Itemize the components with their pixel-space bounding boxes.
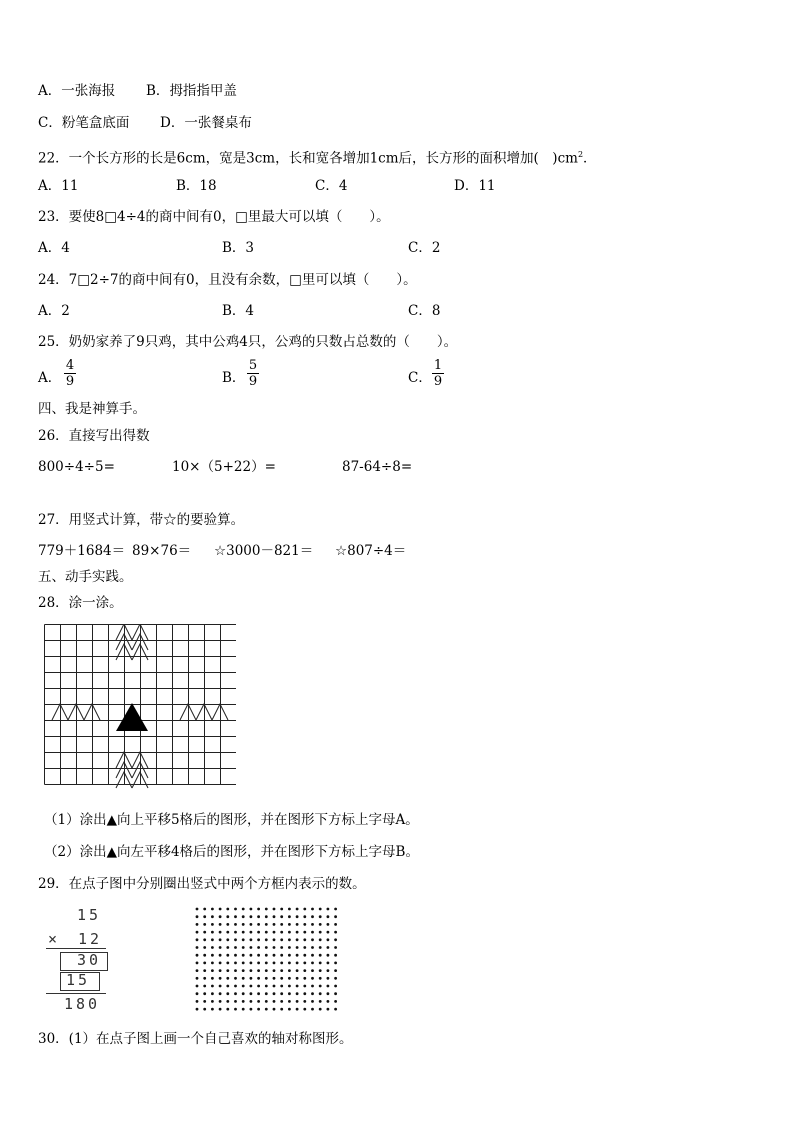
partial-product-2: 15 (66, 971, 91, 989)
q28-sub-2: （2）涂出▲向左平移4格后的图形，并在图形下方标上字母B。 (44, 844, 419, 860)
q24-option-a: A．2 (38, 303, 70, 319)
q27-item-1: 779＋1684＝ (38, 543, 126, 559)
section-4-heading: 四、我是神算手。 (38, 401, 146, 417)
q25-question: 25．奶奶家养了9只鸡，其中公鸡4只，公鸡的只数占总数的（ ）。 (38, 334, 458, 350)
q25-option-a-fraction (64, 358, 76, 389)
section-5-heading: 五、动手实践。 (38, 569, 133, 585)
q23-option-a: A．4 (38, 240, 70, 256)
q30-question: 30．(1）在点子图上画一个自己喜欢的轴对称图形。 (38, 1031, 353, 1047)
q28-sub-1: （1）涂出▲向上平移5格后的图形，并在图形下方标上字母A。 (44, 812, 419, 828)
q24-question: 24．7□2÷7的商中间有0，且没有余数，□里可以填（ ）。 (38, 272, 417, 288)
q24-option-b: B．4 (222, 303, 255, 319)
fraction-numerator: 4 (65, 358, 75, 373)
fraction-denominator: 9 (65, 374, 75, 389)
q26-question: 26．直接写出得数 (38, 428, 150, 444)
q22-unit-exponent: 2 (577, 150, 584, 159)
q22-question (38, 147, 597, 167)
product: 180 (64, 995, 101, 1013)
q28-question: 28．涂一涂。 (38, 595, 123, 611)
q29-question: 29．在点子图中分别圈出竖式中两个方框内表示的数。 (38, 876, 366, 892)
grid-lines (45, 625, 237, 785)
multiplication-line (46, 948, 106, 949)
fraction-numerator: 5 (248, 358, 258, 373)
q22-option-b: B．18 (176, 178, 217, 194)
multiplicand: 15 (77, 906, 102, 924)
q27-item-2: 89×76＝ (132, 543, 192, 559)
q25-option-c-fraction (432, 358, 444, 389)
q23-option-c: C．2 (408, 240, 441, 256)
black-triangle (116, 703, 148, 731)
q27-item-4: ☆807÷4＝ (335, 543, 407, 559)
q26-item-1: 800÷4÷5= (38, 459, 115, 475)
q23-option-b: B．3 (222, 240, 255, 256)
dot-grid (194, 906, 340, 1014)
q22-option-c: C．4 (315, 178, 348, 194)
q21-option-d: D．一张餐桌布 (160, 115, 252, 131)
partial-product-1: 30 (77, 951, 102, 969)
q22-option-d: D．11 (454, 178, 496, 194)
q23-question: 23．要使8□4÷4的商中间有0，□里最大可以填（ ）。 (38, 209, 390, 225)
q22-text: 22．一个长方形的长是6cm，宽是3cm，长和宽各增加1cm后，长方形的面积增加( )cm (38, 150, 578, 167)
q22-option-a: A．11 (38, 178, 79, 194)
multiplier: × 12 (48, 930, 103, 948)
fraction-denominator: 9 (433, 374, 443, 389)
translation-grid-figure (44, 624, 236, 792)
q25-option-a-label: A． (38, 370, 62, 386)
q27-item-3: ☆3000－821＝ (214, 543, 314, 559)
q26-item-3: 87-64÷8= (342, 459, 413, 475)
q27-question: 27．用竖式计算，带☆的要验算。 (38, 512, 245, 528)
q21-option-a: A．一张海报 (38, 83, 116, 99)
product-line (46, 993, 106, 994)
q21-option-c: C．粉笔盒底面 (38, 115, 130, 131)
q25-option-c-label: C． (408, 370, 432, 386)
q21-option-b: B．拇指指甲盖 (146, 83, 237, 99)
fraction-numerator: 1 (433, 358, 443, 373)
q25-option-b-fraction (247, 358, 259, 389)
q25-option-b-label: B． (222, 370, 246, 386)
q24-option-c: C．8 (408, 303, 441, 319)
q22-end: ． (583, 150, 597, 167)
fraction-denominator: 9 (248, 374, 258, 389)
q26-item-2: 10×（5+22）= (172, 459, 276, 475)
